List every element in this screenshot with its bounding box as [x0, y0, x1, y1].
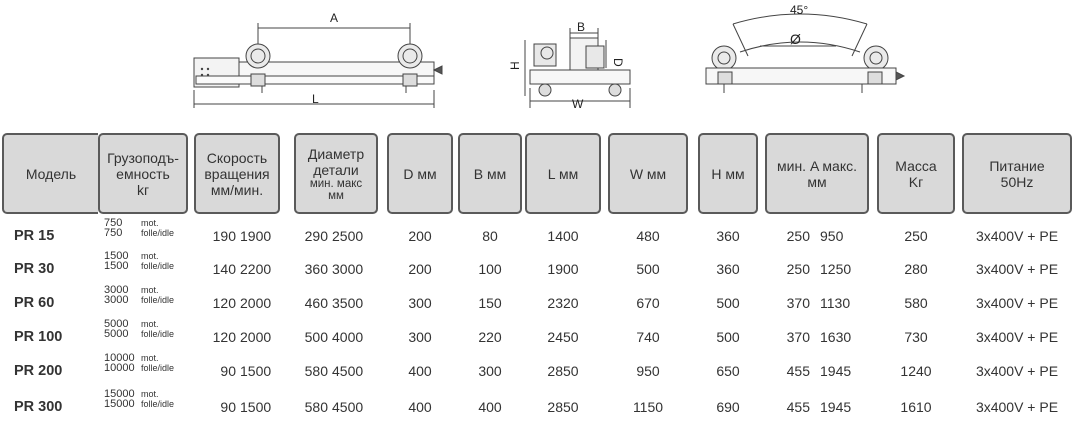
a-max: 1630 — [820, 329, 852, 345]
specifications-table — [0, 133, 1075, 437]
header-line: L мм — [547, 165, 579, 182]
header-line: Модель — [25, 165, 77, 182]
value-power: 3x400V + PE — [975, 295, 1059, 311]
a-max: 950 — [820, 228, 844, 244]
value-l: 2850 — [547, 399, 579, 415]
value-mass: 280 — [904, 261, 928, 277]
speed-min: 140 — [212, 261, 236, 277]
header-line: D мм — [403, 165, 437, 182]
a-max: 1250 — [820, 261, 852, 277]
value-b: 100 — [478, 261, 502, 277]
capacity-cell — [104, 353, 174, 373]
header-line: мм — [807, 173, 827, 190]
header-h — [698, 133, 758, 214]
model-name: PR 300 — [14, 399, 63, 415]
header-d — [387, 133, 453, 214]
value-power: 3x400V + PE — [975, 329, 1059, 345]
diameter-min: 580 — [304, 399, 328, 415]
value-mass: 580 — [904, 295, 928, 311]
header-line: Грузоподъ- — [107, 149, 179, 166]
capacity-cell — [104, 319, 174, 339]
capacity-unit-label: folle/idle — [141, 261, 175, 271]
capacity-unit-label: folle/idle — [141, 295, 175, 305]
a-max: 1945 — [820, 399, 852, 415]
diameter-max: 3500 — [332, 295, 364, 311]
header-w — [608, 133, 688, 214]
capacity-unit-label: mot. — [141, 353, 159, 363]
header-line: вращения — [204, 165, 270, 182]
value-h: 500 — [716, 295, 740, 311]
dim-l-label: L — [312, 92, 319, 106]
speed-max: 2200 — [240, 261, 272, 277]
capacity-motor: 10000 — [104, 352, 135, 364]
header-line: kг — [136, 181, 150, 198]
speed-min: 120 — [212, 295, 236, 311]
capacity-unit-label: folle/idle — [141, 363, 175, 373]
capacity-idle: 3000 — [104, 294, 129, 306]
header-line: мм/мин. — [210, 181, 264, 198]
capacity-cell — [104, 251, 174, 271]
roll-view-drawing — [0, 0, 920, 120]
dim-h-label: H — [508, 61, 522, 70]
header-line: Диаметр — [307, 145, 365, 162]
header-line: Kг — [908, 173, 924, 190]
capacity-unit-label: folle/idle — [141, 399, 175, 409]
header-line: W мм — [629, 165, 667, 182]
value-power: 3x400V + PE — [975, 399, 1059, 415]
a-min: 455 — [786, 399, 810, 415]
a-max: 1130 — [820, 295, 851, 311]
speed-max: 1900 — [240, 228, 272, 244]
value-d: 300 — [408, 329, 432, 345]
value-w: 480 — [636, 228, 660, 244]
capacity-idle: 1500 — [104, 260, 129, 272]
speed-min: 120 — [212, 329, 236, 345]
capacity-unit-label: mot. — [141, 389, 159, 399]
value-l: 2850 — [547, 363, 579, 379]
diameter-max: 4000 — [332, 329, 364, 345]
model-name: PR 60 — [14, 295, 55, 311]
value-mass: 730 — [904, 329, 928, 345]
value-power: 3x400V + PE — [975, 261, 1059, 277]
model-name: PR 100 — [14, 329, 63, 345]
header-line: 50Hz — [1000, 173, 1034, 190]
diameter-max: 4500 — [332, 363, 364, 379]
a-min: 455 — [786, 363, 810, 379]
value-d: 400 — [408, 399, 432, 415]
model-name: PR 30 — [14, 261, 55, 277]
header-mass — [877, 133, 955, 214]
value-l: 2450 — [547, 329, 579, 345]
value-b: 80 — [482, 228, 498, 244]
value-mass: 250 — [904, 228, 928, 244]
header-line: детали — [313, 161, 359, 178]
value-d: 200 — [408, 261, 432, 277]
speed-min: 90 — [220, 399, 236, 415]
capacity-unit-label: mot. — [141, 218, 159, 228]
header-capacity — [98, 133, 188, 214]
technical-drawings — [0, 0, 1075, 120]
header-a — [765, 133, 869, 214]
diameter-min: 500 — [304, 329, 328, 345]
value-l: 2320 — [547, 295, 579, 311]
capacity-motor: 3000 — [104, 284, 129, 296]
value-d: 300 — [408, 295, 432, 311]
dim-d-label: D — [611, 58, 625, 67]
capacity-motor: 5000 — [104, 318, 129, 330]
capacity-idle: 10000 — [104, 362, 135, 374]
value-w: 950 — [636, 363, 660, 379]
capacity-unit-label: mot. — [141, 285, 159, 295]
value-w: 740 — [636, 329, 660, 345]
value-l: 1900 — [547, 261, 579, 277]
value-w: 500 — [636, 261, 660, 277]
model-name: PR 15 — [14, 228, 55, 244]
value-b: 300 — [478, 363, 502, 379]
value-h: 690 — [716, 399, 740, 415]
a-min: 250 — [786, 261, 810, 277]
a-min: 370 — [786, 329, 810, 345]
value-mass: 1610 — [900, 399, 932, 415]
value-d: 200 — [408, 228, 432, 244]
dim-a-label: A — [330, 11, 339, 25]
diameter-min: 460 — [304, 295, 328, 311]
header-line: мин. A макс. — [777, 157, 857, 174]
capacity-cell — [104, 285, 174, 305]
value-b: 400 — [478, 399, 502, 415]
value-h: 360 — [716, 261, 740, 277]
header-b — [458, 133, 522, 214]
capacity-unit-label: folle/idle — [141, 228, 175, 238]
header-line: H мм — [711, 165, 745, 182]
dim-w-label: W — [572, 97, 584, 111]
header-line: емность — [116, 165, 170, 182]
value-w: 670 — [636, 295, 660, 311]
header-line: Скорость — [206, 149, 268, 166]
dim-b-label: B — [577, 20, 586, 34]
value-power: 3x400V + PE — [975, 228, 1059, 244]
speed-min: 190 — [212, 228, 236, 244]
header-line: Масса — [895, 157, 937, 174]
angle-label: 45° — [790, 3, 809, 17]
capacity-unit-label: folle/idle — [141, 329, 175, 339]
capacity-motor: 15000 — [104, 388, 135, 400]
header-subline: мм — [328, 189, 344, 202]
diameter-max: 3000 — [332, 261, 364, 277]
header-power — [962, 133, 1072, 214]
model-name: PR 200 — [14, 363, 63, 379]
diameter-min: 290 — [304, 228, 328, 244]
value-mass: 1240 — [900, 363, 932, 379]
header-line: Питание — [989, 157, 1045, 174]
header-l — [525, 133, 601, 214]
capacity-unit-label: mot. — [141, 251, 159, 261]
speed-max: 2000 — [240, 329, 272, 345]
diameter-symbol: Ø — [790, 31, 801, 47]
diameter-min: 580 — [304, 363, 328, 379]
capacity-idle: 5000 — [104, 328, 129, 340]
value-power: 3x400V + PE — [975, 363, 1059, 379]
value-h: 650 — [716, 363, 740, 379]
header-diameter — [294, 133, 378, 214]
value-l: 1400 — [547, 228, 579, 244]
value-h: 500 — [716, 329, 740, 345]
capacity-unit-label: mot. — [141, 319, 159, 329]
value-h: 360 — [716, 228, 740, 244]
a-max: 1945 — [820, 363, 852, 379]
header-subline: мин. макс — [309, 177, 363, 190]
value-b: 220 — [478, 329, 502, 345]
value-w: 1150 — [632, 399, 664, 415]
speed-max: 1500 — [240, 399, 272, 415]
capacity-motor: 750 — [104, 217, 123, 229]
speed-max: 1500 — [240, 363, 272, 379]
capacity-cell — [104, 218, 174, 238]
capacity-idle: 15000 — [104, 398, 135, 410]
header-line: B мм — [473, 165, 507, 182]
speed-min: 90 — [220, 363, 236, 379]
diameter-max: 4500 — [332, 399, 364, 415]
speed-max: 2000 — [240, 295, 272, 311]
value-d: 400 — [408, 363, 432, 379]
a-min: 250 — [786, 228, 810, 244]
diameter-max: 2500 — [332, 228, 364, 244]
header-model — [2, 133, 98, 214]
capacity-motor: 1500 — [104, 250, 129, 262]
capacity-cell — [104, 389, 174, 409]
header-speed — [194, 133, 280, 214]
capacity-idle: 750 — [104, 227, 123, 239]
a-min: 370 — [786, 295, 810, 311]
value-b: 150 — [478, 295, 502, 311]
diameter-min: 360 — [304, 261, 328, 277]
